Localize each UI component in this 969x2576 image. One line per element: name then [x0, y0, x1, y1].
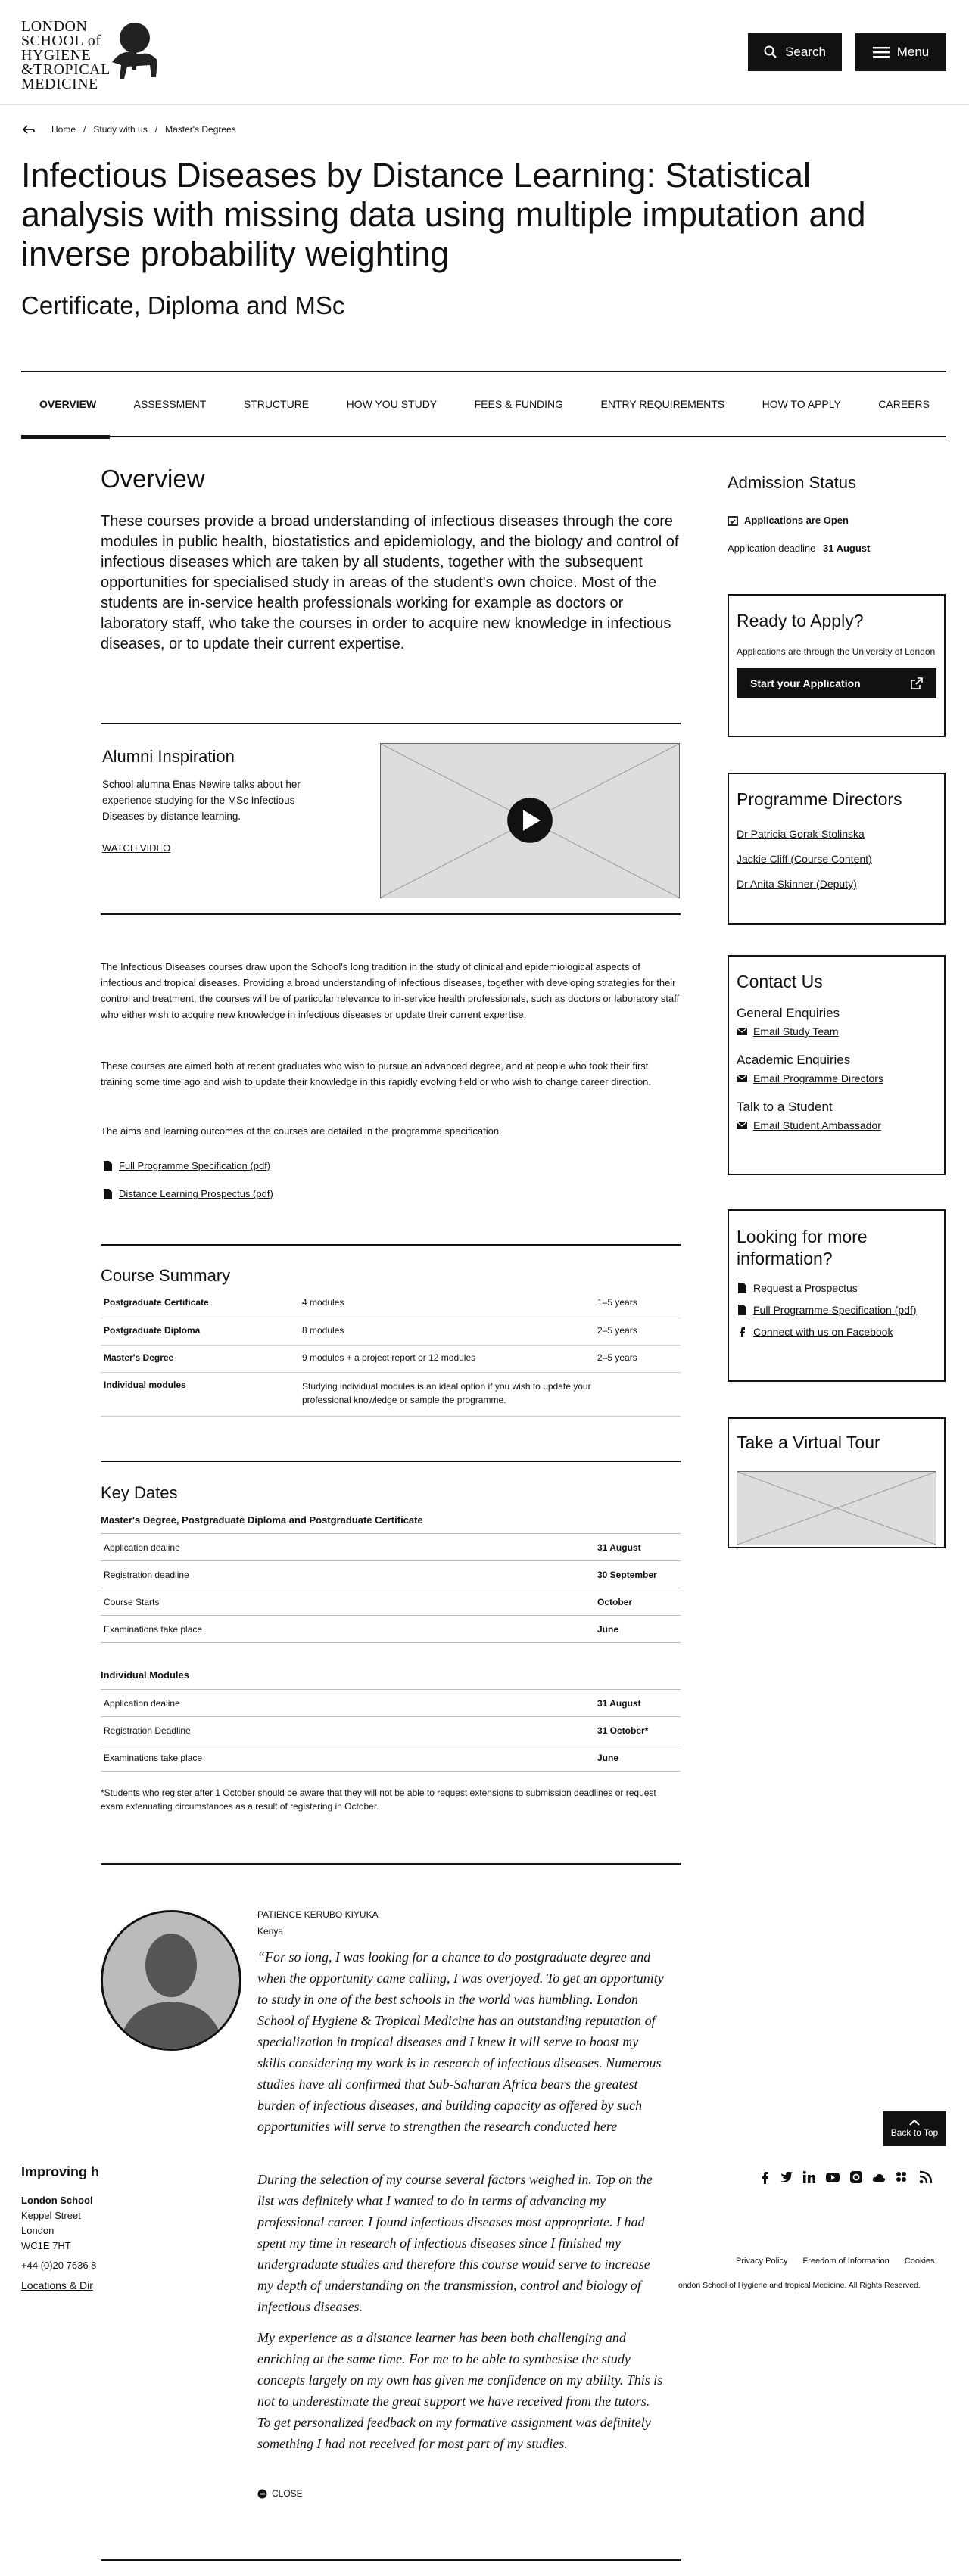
tab-fees-funding[interactable]: FEES & FUNDING — [474, 398, 564, 410]
doc-link-2[interactable] — [102, 1186, 273, 1202]
footer-address-3: WC1E 7HT — [21, 2240, 71, 2251]
contact-card — [728, 955, 946, 1175]
footer-address-1: Keppel Street — [21, 2210, 81, 2221]
table-row — [101, 1588, 681, 1616]
deadline-value: 31 August — [823, 543, 871, 554]
summary-name: Individual modules — [101, 1372, 299, 1416]
breadcrumb-study[interactable]: Study with us — [93, 124, 148, 135]
summary-detail: 4 modules — [299, 1290, 594, 1318]
prospectus-label: Request a Prospectus — [753, 1282, 858, 1294]
facebook-icon — [737, 1327, 747, 1337]
flickr-icon[interactable] — [895, 2170, 910, 2184]
summary-detail: Studying individual modules is an ideal option if you wish to update your professional knowledge or sample the programme. — [299, 1372, 594, 1416]
contact-title: Academic Enquiries — [737, 1053, 851, 1067]
document-icon — [102, 1189, 113, 1199]
tab-structure[interactable]: STRUCTURE — [243, 398, 310, 410]
tab-how-to-apply[interactable]: HOW TO APPLY — [762, 398, 841, 410]
ready-heading: Ready to Apply? — [737, 611, 864, 630]
testimonial-quote-2: During the selection of my course several factors weighed in. Top on the list was definitely what I wanted to do in terms of advancing my professional career. I found infectious diseases most appropriate. I had spent my time in research of infectious diseases since I finished my undergraduate studies and therefore this course would serve to increase my depth of understanding on the transmission, control and biology of infectious diseases. — [257, 2172, 653, 2314]
footer-address-2: London — [21, 2225, 55, 2236]
document-icon — [737, 1305, 747, 1315]
section-tabs — [21, 371, 946, 437]
twitter-icon[interactable] — [780, 2170, 793, 2184]
date-value: June — [594, 1744, 681, 1772]
date-value: June — [594, 1616, 681, 1643]
ready-text: Applications are through the University of London — [737, 646, 936, 657]
page-title: Infectious Diseases by Distance Learning: Statistical analysis with missing data using multiple imputation and inverse probability weighting — [21, 156, 866, 273]
contact-email-link[interactable] — [737, 1025, 936, 1038]
summary-detail: 8 modules — [299, 1318, 594, 1345]
overview-heading: Overview — [101, 465, 205, 493]
table-row — [101, 1345, 681, 1372]
date-label: Application dealine — [101, 1534, 594, 1561]
minus-circle-icon — [257, 2489, 267, 2499]
external-link-icon — [911, 677, 923, 689]
key-dates-table-2 — [101, 1689, 681, 1772]
menu-label: Menu — [896, 45, 930, 59]
rss-icon[interactable] — [919, 2170, 933, 2184]
table-row — [101, 1318, 681, 1345]
date-label: Registration Deadline — [101, 1717, 594, 1744]
cloud-icon[interactable] — [872, 2170, 886, 2184]
facebook-label: Connect with us on Facebook — [753, 1326, 893, 1338]
privacy-link[interactable]: Privacy Policy — [736, 2257, 788, 2266]
facebook-icon[interactable] — [759, 2170, 771, 2184]
prospectus-link[interactable] — [737, 1282, 936, 1294]
date-value: 30 September — [594, 1561, 681, 1588]
tab-overview[interactable]: OVERVIEW — [39, 372, 96, 436]
breadcrumb-masters[interactable]: Master's Degrees — [165, 124, 236, 135]
play-icon[interactable] — [381, 744, 679, 898]
search-label: Search — [785, 45, 826, 59]
ready-to-apply-card — [728, 594, 946, 737]
table-row — [101, 1690, 681, 1717]
page-subtitle: Certificate, Diploma and MSc — [21, 291, 345, 319]
body-paragraph-1: The Infectious Diseases courses draw upon the School's long tradition in the study of clinical and epidemiological aspects of infectious and tropical diseases. Providing a broad understanding of infectious diseases, together with developing strategies for their control and treatment, the courses will be of particular relevance to in-service health professionals, such as doctors or laboratory staff who either wish to acquire new knowledge in infectious diseases or update their current expertise. — [101, 961, 680, 1020]
date-label: Application dealine — [101, 1690, 594, 1717]
date-label: Examinations take place — [101, 1616, 594, 1643]
tab-assessment[interactable]: ASSESSMENT — [133, 398, 207, 410]
close-label: CLOSE — [272, 2488, 303, 2499]
table-row — [101, 1290, 681, 1318]
course-summary-heading: Course Summary — [101, 1266, 231, 1285]
logo-line: &TROPICAL — [21, 61, 111, 78]
calendar-check-icon — [728, 515, 738, 526]
facebook-link[interactable] — [737, 1326, 936, 1338]
summary-duration — [594, 1372, 681, 1416]
summary-name: Postgraduate Diploma — [101, 1318, 299, 1345]
date-value: 31 August — [594, 1534, 681, 1561]
summary-duration: 2–5 years — [594, 1345, 681, 1372]
envelope-icon — [737, 1073, 747, 1084]
table-row — [101, 1372, 681, 1416]
tab-how-you-study[interactable]: HOW YOU STUDY — [346, 398, 438, 410]
director-link[interactable]: Jackie Cliff (Course Content) — [737, 853, 872, 865]
menu-button[interactable] — [855, 33, 946, 71]
logo-line: HYGIENE — [21, 47, 92, 64]
instagram-icon[interactable] — [849, 2170, 863, 2184]
footer-locations-link[interactable]: Locations & Dir — [21, 2279, 93, 2291]
back-to-top-label: Back to Top — [890, 2127, 939, 2138]
linkedin-icon[interactable] — [802, 2170, 816, 2184]
close-testimonial[interactable] — [257, 2488, 303, 2499]
body-paragraph-2: These courses are aimed both at recent graduates who wish to pursue an advanced degree, and at people who took their first training some time ago and wish to update their knowledge in this rapidly evolving field or who wish to change career direction. — [101, 1060, 651, 1087]
doc-link-1[interactable] — [102, 1158, 270, 1174]
summary-detail: 9 modules + a project report or 12 modules — [299, 1345, 594, 1372]
video-thumbnail[interactable] — [380, 743, 680, 898]
social-links — [759, 2170, 933, 2184]
summary-duration: 2–5 years — [594, 1318, 681, 1345]
summary-name: Postgraduate Certificate — [101, 1290, 299, 1318]
programme-directors-card — [728, 773, 946, 925]
avatar — [101, 1910, 241, 2051]
doc-link-2-label: Distance Learning Prospectus (pdf) — [119, 1188, 273, 1199]
back-to-top-button[interactable] — [883, 2111, 946, 2146]
deadline-label: Application deadline — [728, 543, 816, 554]
breadcrumb-home[interactable]: Home — [51, 124, 76, 135]
document-icon — [737, 1283, 747, 1293]
overview-lead: These courses provide a broad understanding of infectious diseases through the core modules in public health, biostatistics and epidemiology, and the biology and control of infectious diseases which are taken by all students, together with the subsequent opportunities for specialised study in areas of the student's own choice. Most of the students are in-service health professionals working for example as doctors or laboratory staff, who take the courses in order to acquire new knowledge in infectious diseases, or to update their current expertise. — [101, 513, 679, 652]
virtual-tour-card — [728, 1417, 946, 1548]
summary-name: Master's Degree — [101, 1345, 299, 1372]
youtube-icon[interactable] — [825, 2170, 840, 2184]
virtual-tour-image[interactable] — [737, 1471, 936, 1545]
contact-title: General Enquiries — [737, 1006, 840, 1020]
foi-link[interactable]: Freedom of Information — [802, 2257, 890, 2266]
logo-line: MEDICINE — [21, 76, 98, 92]
back-arrow-icon[interactable] — [23, 125, 35, 134]
chevron-up-icon — [909, 2120, 920, 2126]
footer-links — [736, 2257, 935, 2266]
key-dates-table-1 — [101, 1533, 681, 1643]
date-value: 31 August — [594, 1690, 681, 1717]
table-row — [101, 1616, 681, 1643]
director-link[interactable]: Dr Anita Skinner (Deputy) — [737, 878, 857, 890]
testimonial-name: PATIENCE KERUBO KIYUKA — [257, 1909, 379, 1920]
table-row — [101, 1717, 681, 1744]
tab-entry-requirements[interactable]: ENTRY REQUIREMENTS — [600, 398, 725, 410]
contact-email-label: Email Study Team — [753, 1025, 839, 1038]
more-info-card — [728, 1209, 946, 1382]
contact-heading: Contact Us — [737, 972, 823, 991]
testimonial-quote-1: “For so long, I was looking for a chance to do postgraduate degree and when the opportunity came calling, I was overjoyed. To get an opportunity to study in one of the best schools in the world was humbling. London School of Hygiene & Tropical Medicine has an outstanding reputation of specialization in tropical diseases and I knew it will serve to boost my skills considering my work is in research of infectious diseases. Numerous studies have all confirmed that Sub-Saharan Africa bears the greatest burden of infectious diseases, and building capacity as offered by such opportunities will serve to strengthen the research conducted here — [257, 1949, 664, 2134]
hamburger-icon — [873, 46, 890, 58]
person-silhouette-icon — [103, 1912, 239, 2049]
date-label: Registration deadline — [101, 1561, 594, 1588]
document-icon — [102, 1161, 113, 1171]
key-dates-subheading-1: Master's Degree, Postgraduate Diploma and Postgraduate Certificate — [101, 1514, 423, 1526]
course-summary-table — [101, 1290, 681, 1417]
date-label: Course Starts — [101, 1588, 594, 1616]
director-link[interactable]: Dr Patricia Gorak-Stolinska — [737, 828, 865, 840]
key-dates-heading: Key Dates — [101, 1483, 178, 1502]
contact-email-label: Email Student Ambassador — [753, 1119, 881, 1131]
key-dates-note: *Students who register after 1 October should be aware that they will not be able to request extensions to submission deadlines or request exam extenuating circumstances as a result of registering in October. — [101, 1787, 656, 1812]
footer-school: London School — [21, 2195, 93, 2206]
table-row — [101, 1561, 681, 1588]
contact-title: Talk to a Student — [737, 1100, 833, 1114]
body-paragraph-3: The aims and learning outcomes of the courses are detailed in the programme specification. — [101, 1125, 502, 1137]
alumni-text: School alumna Enas Newire talks about her experience studying for the MSc Infectious Diseases by distance learning. — [102, 779, 301, 822]
directors-heading: Programme Directors — [737, 789, 902, 809]
admission-heading: Admission Status — [728, 473, 856, 492]
alumni-heading: Alumni Inspiration — [102, 747, 235, 766]
envelope-icon — [737, 1026, 747, 1037]
watch-video-link[interactable]: WATCH VIDEO — [102, 842, 171, 854]
date-value: 31 October* — [594, 1717, 681, 1744]
application-deadline — [728, 543, 946, 554]
specification-link[interactable] — [737, 1304, 936, 1316]
summary-duration: 1–5 years — [594, 1290, 681, 1318]
date-label: Examinations take place — [101, 1744, 594, 1772]
cookies-link[interactable]: Cookies — [904, 2257, 935, 2266]
footer-phone[interactable]: +44 (0)20 7636 8 — [21, 2260, 97, 2271]
tab-careers[interactable]: CAREERS — [878, 398, 930, 410]
logo-line: SCHOOL of — [21, 33, 101, 49]
contact-email-link[interactable] — [737, 1119, 936, 1131]
search-icon — [764, 45, 777, 59]
breadcrumb: Home / Study with us / Master's Degrees — [23, 124, 236, 135]
crest-icon — [97, 17, 173, 85]
start-application-button[interactable] — [737, 668, 936, 698]
doc-link-1-label: Full Programme Specification (pdf) — [119, 1160, 271, 1171]
specification-label: Full Programme Specification (pdf) — [753, 1304, 917, 1316]
applications-open — [728, 515, 946, 526]
search-button[interactable] — [748, 33, 842, 71]
logo-line: LONDON — [21, 18, 88, 35]
open-label: Applications are Open — [744, 515, 849, 526]
contact-email-link[interactable] — [737, 1072, 936, 1084]
start-application-label: Start your Application — [750, 677, 861, 689]
testimonial-quote-3: My experience as a distance learner has been both challenging and enriching at the same time. For me to be able to synthesise the study concepts largely on my own has given me confidence on my ability. This is not to underestimate the great support we have received from the tutors. To get personalized feedback on my formative assignment was definitely something I had not received for most part of my studies. — [257, 2330, 663, 2451]
table-row — [101, 1744, 681, 1772]
more-info-heading: Looking for more information? — [737, 1227, 868, 1268]
virtual-tour-heading: Take a Virtual Tour — [737, 1433, 880, 1452]
contact-email-label: Email Programme Directors — [753, 1072, 883, 1084]
copyright: ondon School of Hygiene and tropical Medicine. All Rights Reserved. — [678, 2281, 921, 2290]
footer-heading: Improving h — [21, 2164, 99, 2179]
date-value: October — [594, 1588, 681, 1616]
testimonial-country: Kenya — [257, 1926, 284, 1937]
envelope-icon — [737, 1120, 747, 1131]
key-dates-subheading-2: Individual Modules — [101, 1669, 190, 1681]
table-row — [101, 1534, 681, 1561]
